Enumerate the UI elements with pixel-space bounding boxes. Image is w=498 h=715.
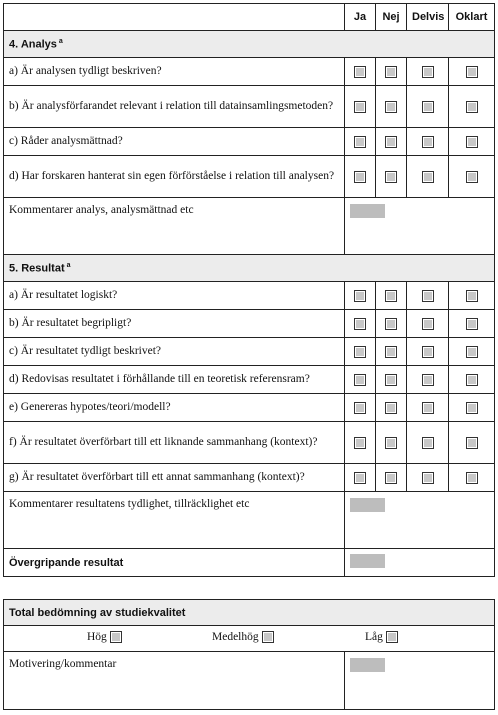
checkbox-ja[interactable] bbox=[354, 402, 366, 414]
section-title: 5. Resultat bbox=[9, 262, 65, 275]
question-row bbox=[4, 394, 495, 422]
checkbox-ja[interactable] bbox=[354, 66, 366, 78]
overall-field[interactable] bbox=[350, 554, 385, 568]
checkbox-ja[interactable] bbox=[354, 290, 366, 302]
checkbox-nej[interactable] bbox=[385, 136, 397, 148]
checkbox-nej[interactable] bbox=[385, 374, 397, 386]
question-row bbox=[4, 282, 495, 310]
section-marker: a bbox=[58, 37, 63, 45]
col-nej: Nej bbox=[376, 4, 407, 31]
question-text: a) Är analysen tydligt beskriven? bbox=[4, 58, 345, 86]
checkbox-delvis[interactable] bbox=[422, 290, 434, 302]
section-marker: a bbox=[66, 261, 71, 269]
motivation-field[interactable] bbox=[350, 658, 385, 672]
checkbox-oklart[interactable] bbox=[466, 472, 478, 484]
question-text: c) Är resultatet tydligt beskrivet? bbox=[4, 338, 345, 366]
checkbox-nej[interactable] bbox=[385, 290, 397, 302]
checkbox-delvis[interactable] bbox=[422, 101, 434, 113]
checkbox-ja[interactable] bbox=[354, 318, 366, 330]
checkbox-ja[interactable] bbox=[354, 472, 366, 484]
question-row bbox=[4, 464, 495, 492]
rating-label: Låg bbox=[365, 631, 383, 643]
checkbox-oklart[interactable] bbox=[466, 374, 478, 386]
checkbox-oklart[interactable] bbox=[466, 136, 478, 148]
checkbox-delvis[interactable] bbox=[422, 318, 434, 330]
comment-field[interactable] bbox=[350, 204, 385, 218]
col-delvis: Delvis bbox=[407, 4, 449, 31]
comment-row bbox=[4, 492, 495, 549]
rating-option-lag[interactable] bbox=[365, 631, 398, 643]
checkbox-ja[interactable] bbox=[354, 374, 366, 386]
comment-label: Kommentarer resultatens tydlighet, tillräcklighet etc bbox=[4, 492, 345, 549]
checkbox-ja[interactable] bbox=[354, 101, 366, 113]
checkbox-oklart[interactable] bbox=[466, 318, 478, 330]
checkbox-nej[interactable] bbox=[385, 472, 397, 484]
checkbox-ja[interactable] bbox=[354, 136, 366, 148]
checkbox-delvis[interactable] bbox=[422, 437, 434, 449]
col-ja: Ja bbox=[345, 4, 376, 31]
checkbox-nej[interactable] bbox=[385, 66, 397, 78]
checkbox-nej[interactable] bbox=[385, 437, 397, 449]
assessment-table bbox=[3, 3, 495, 577]
overall-label: Övergripande resultat bbox=[4, 549, 345, 577]
question-text: b) Är analysförfarandet relevant i relation till datainsamlingsmetoden? bbox=[4, 86, 345, 128]
checkbox-nej[interactable] bbox=[385, 346, 397, 358]
rating-option-hog[interactable] bbox=[87, 631, 122, 643]
question-row bbox=[4, 338, 495, 366]
section-resultat bbox=[4, 255, 495, 282]
comment-label: Kommentarer analys, analysmättnad etc bbox=[4, 198, 345, 255]
question-text: d) Har forskaren hanterat sin egen förförståelse i relation till analysen? bbox=[4, 156, 345, 198]
total-title-row bbox=[4, 600, 495, 626]
rating-label: Hög bbox=[87, 631, 107, 643]
checkbox-hog[interactable] bbox=[110, 631, 122, 643]
rating-row bbox=[4, 626, 495, 652]
checkbox-oklart[interactable] bbox=[466, 437, 478, 449]
checkbox-delvis[interactable] bbox=[422, 402, 434, 414]
question-text: f) Är resultatet överförbart till ett liknande sammanhang (kontext)? bbox=[4, 422, 345, 464]
header-blank bbox=[4, 4, 345, 31]
question-row bbox=[4, 422, 495, 464]
question-row bbox=[4, 310, 495, 338]
header-row bbox=[4, 4, 495, 31]
total-title: Total bedömning av studiekvalitet bbox=[4, 600, 495, 626]
question-text: g) Är resultatet överförbart till ett annat sammanhang (kontext)? bbox=[4, 464, 345, 492]
checkbox-nej[interactable] bbox=[385, 171, 397, 183]
checkbox-oklart[interactable] bbox=[466, 101, 478, 113]
total-assessment-table bbox=[3, 599, 495, 710]
question-text: e) Genereras hypotes/teori/modell? bbox=[4, 394, 345, 422]
question-text: d) Redovisas resultatet i förhållande till en teoretisk referensram? bbox=[4, 366, 345, 394]
checkbox-delvis[interactable] bbox=[422, 136, 434, 148]
checkbox-ja[interactable] bbox=[354, 437, 366, 449]
comment-row bbox=[4, 198, 495, 255]
question-row bbox=[4, 58, 495, 86]
overall-row bbox=[4, 549, 495, 577]
checkbox-oklart[interactable] bbox=[466, 171, 478, 183]
question-row bbox=[4, 366, 495, 394]
col-oklart: Oklart bbox=[449, 4, 495, 31]
checkbox-ja[interactable] bbox=[354, 346, 366, 358]
question-text: c) Råder analysmättnad? bbox=[4, 128, 345, 156]
checkbox-delvis[interactable] bbox=[422, 171, 434, 183]
checkbox-oklart[interactable] bbox=[466, 402, 478, 414]
section-title: 4. Analys bbox=[9, 38, 57, 51]
checkbox-ja[interactable] bbox=[354, 171, 366, 183]
section-analys bbox=[4, 31, 495, 58]
motivation-row bbox=[4, 652, 495, 710]
motivation-label: Motivering/kommentar bbox=[4, 652, 345, 710]
question-row bbox=[4, 128, 495, 156]
checkbox-delvis[interactable] bbox=[422, 472, 434, 484]
checkbox-lag[interactable] bbox=[386, 631, 398, 643]
checkbox-delvis[interactable] bbox=[422, 346, 434, 358]
checkbox-oklart[interactable] bbox=[466, 290, 478, 302]
question-text: a) Är resultatet logiskt? bbox=[4, 282, 345, 310]
question-row bbox=[4, 86, 495, 128]
rating-label: Medelhög bbox=[212, 631, 259, 643]
checkbox-nej[interactable] bbox=[385, 402, 397, 414]
comment-field[interactable] bbox=[350, 498, 385, 512]
checkbox-delvis[interactable] bbox=[422, 66, 434, 78]
checkbox-delvis[interactable] bbox=[422, 374, 434, 386]
checkbox-oklart[interactable] bbox=[466, 346, 478, 358]
checkbox-oklart[interactable] bbox=[466, 66, 478, 78]
question-row bbox=[4, 156, 495, 198]
question-text: b) Är resultatet begripligt? bbox=[4, 310, 345, 338]
checkbox-nej[interactable] bbox=[385, 318, 397, 330]
checkbox-medelhog[interactable] bbox=[262, 631, 274, 643]
rating-option-medelhog[interactable] bbox=[212, 631, 274, 643]
checkbox-nej[interactable] bbox=[385, 101, 397, 113]
